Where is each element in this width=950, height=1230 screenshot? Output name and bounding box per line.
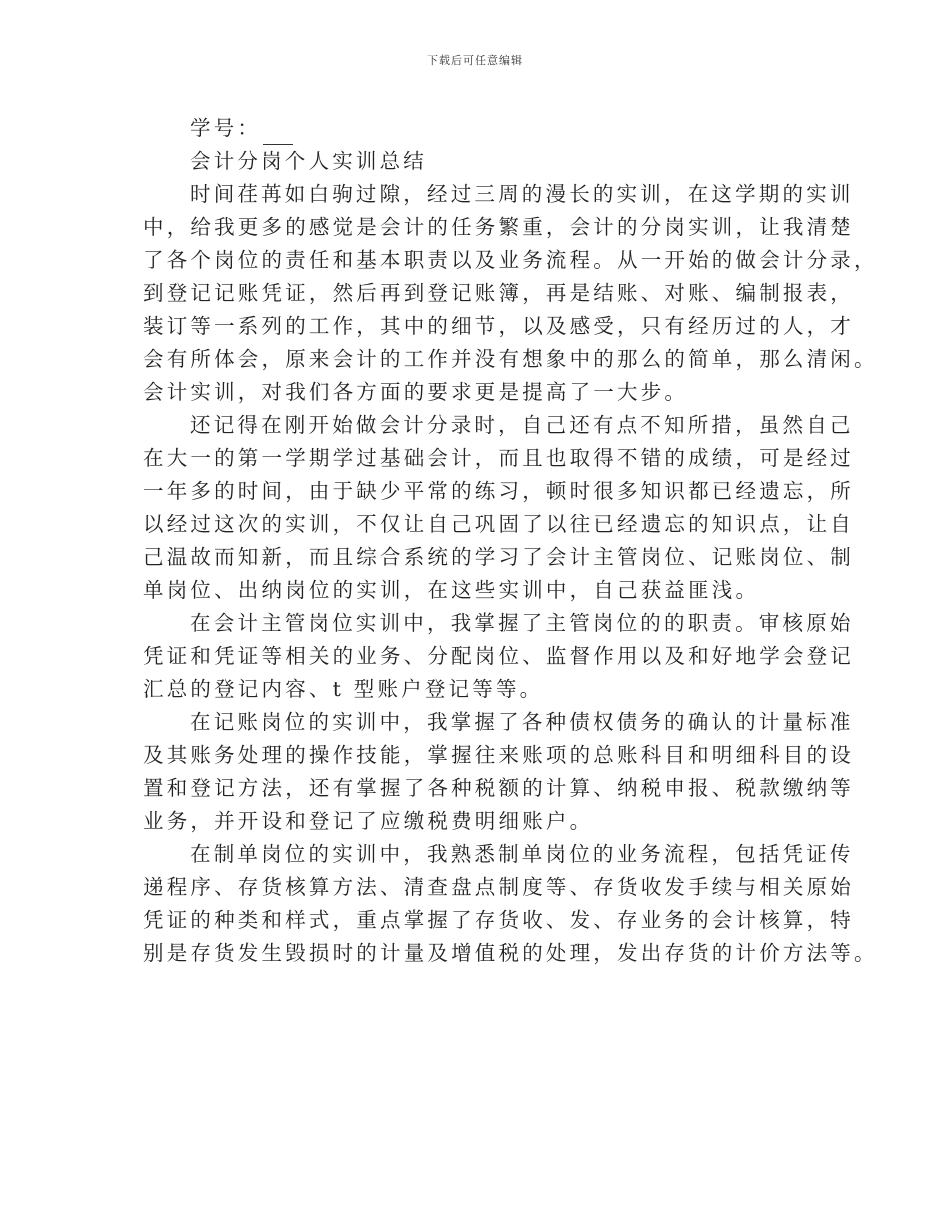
paragraph-line: 会有所体会，原来会计的工作并没有想象中的那么的简单，那么清闲。 (143, 347, 878, 371)
paragraph-line: 装订等一系列的工作，其中的细节，以及感受，只有经历过的人，才 (143, 314, 854, 338)
student-id-blank (263, 124, 293, 145)
paragraph-line: 还记得在刚开始做会计分录时，自己还有点不知所措，虽然自己 (190, 413, 854, 437)
page-header: 下载后可任意编辑 (427, 54, 523, 67)
paragraph (143, 178, 878, 409)
paragraph-line: 凭证和凭证等相关的业务、分配岗位、监督作用以及和好地学会登记 (143, 644, 854, 668)
paragraph-line: 时间荏苒如白驹过隙，经过三周的漫长的实训，在这学期的实训 (190, 182, 854, 206)
student-id-line (143, 112, 810, 145)
paragraph-line: 业务，并开设和登记了应缴税费明细账户。 (143, 809, 594, 833)
paragraph-line: 到登记记账凭证，然后再到登记账簿，再是结账、对账、编制报表， (143, 281, 854, 305)
student-id-label: 学号： (190, 116, 262, 140)
paragraph-line: 以经过这次的实训，不仅让自己巩固了以往已经遗忘的知识点，让自 (143, 512, 854, 536)
paragraph-line: 汇总的登记内容、t 型账户登记等等。 (143, 677, 544, 701)
paragraph (143, 607, 854, 706)
paragraph-line: 凭证的种类和样式，重点掌握了存货收、发、存业务的会计核算，特 (143, 908, 854, 932)
paragraph-line: 在记账岗位的实训中，我掌握了各种债权债务的确认的计量标准 (190, 710, 854, 734)
paragraphs-container (143, 178, 878, 970)
paragraph (143, 838, 878, 970)
paragraph-line: 一年多的时间，由于缺少平常的练习，顿时很多知识都已经遗忘，所 (143, 479, 854, 503)
paragraph-line: 中，给我更多的感觉是会计的任务繁重，会计的分岗实训，让我清楚 (143, 215, 854, 239)
document-title: 会计分岗个人实训总结 (190, 149, 427, 173)
paragraph-line: 在会计主管岗位实训中，我掌握了主管岗位的的职责。审核原始 (190, 611, 854, 635)
paragraph-line: 己温故而知新，而且综合系统的学习了会计主管岗位、记账岗位、制 (143, 545, 854, 569)
paragraph-line: 单岗位、出纳岗位的实训，在这些实训中，自己获益匪浅。 (143, 578, 760, 602)
paragraph-line: 会计实训，对我们各方面的要求更是提高了一大步。 (143, 380, 689, 404)
paragraph-line: 在大一的第一学期学过基础会计，而且也取得不错的成绩，可是经过 (143, 446, 854, 470)
paragraph-line: 及其账务处理的操作技能，掌握往来账项的总账科目和明细科目的设 (143, 743, 854, 767)
paragraph-line: 置和登记方法，还有掌握了各种税额的计算、纳税申报、税款缴纳等 (143, 776, 854, 800)
document-body (143, 112, 878, 970)
paragraph (143, 409, 854, 607)
paragraph-line: 别是存货发生毁损时的计量及增值税的处理，发出存货的计价方法等。 (143, 941, 878, 965)
paragraph-line: 了各个岗位的责任和基本职责以及业务流程。从一开始的做会计分录， (143, 248, 878, 272)
paragraph (143, 706, 854, 838)
paragraph-line: 递程序、存货核算方法、清查盘点制度等、存货收发手续与相关原始 (143, 875, 854, 899)
paragraph-line: 在制单岗位的实训中，我熟悉制单岗位的业务流程，包括凭证传 (190, 842, 854, 866)
